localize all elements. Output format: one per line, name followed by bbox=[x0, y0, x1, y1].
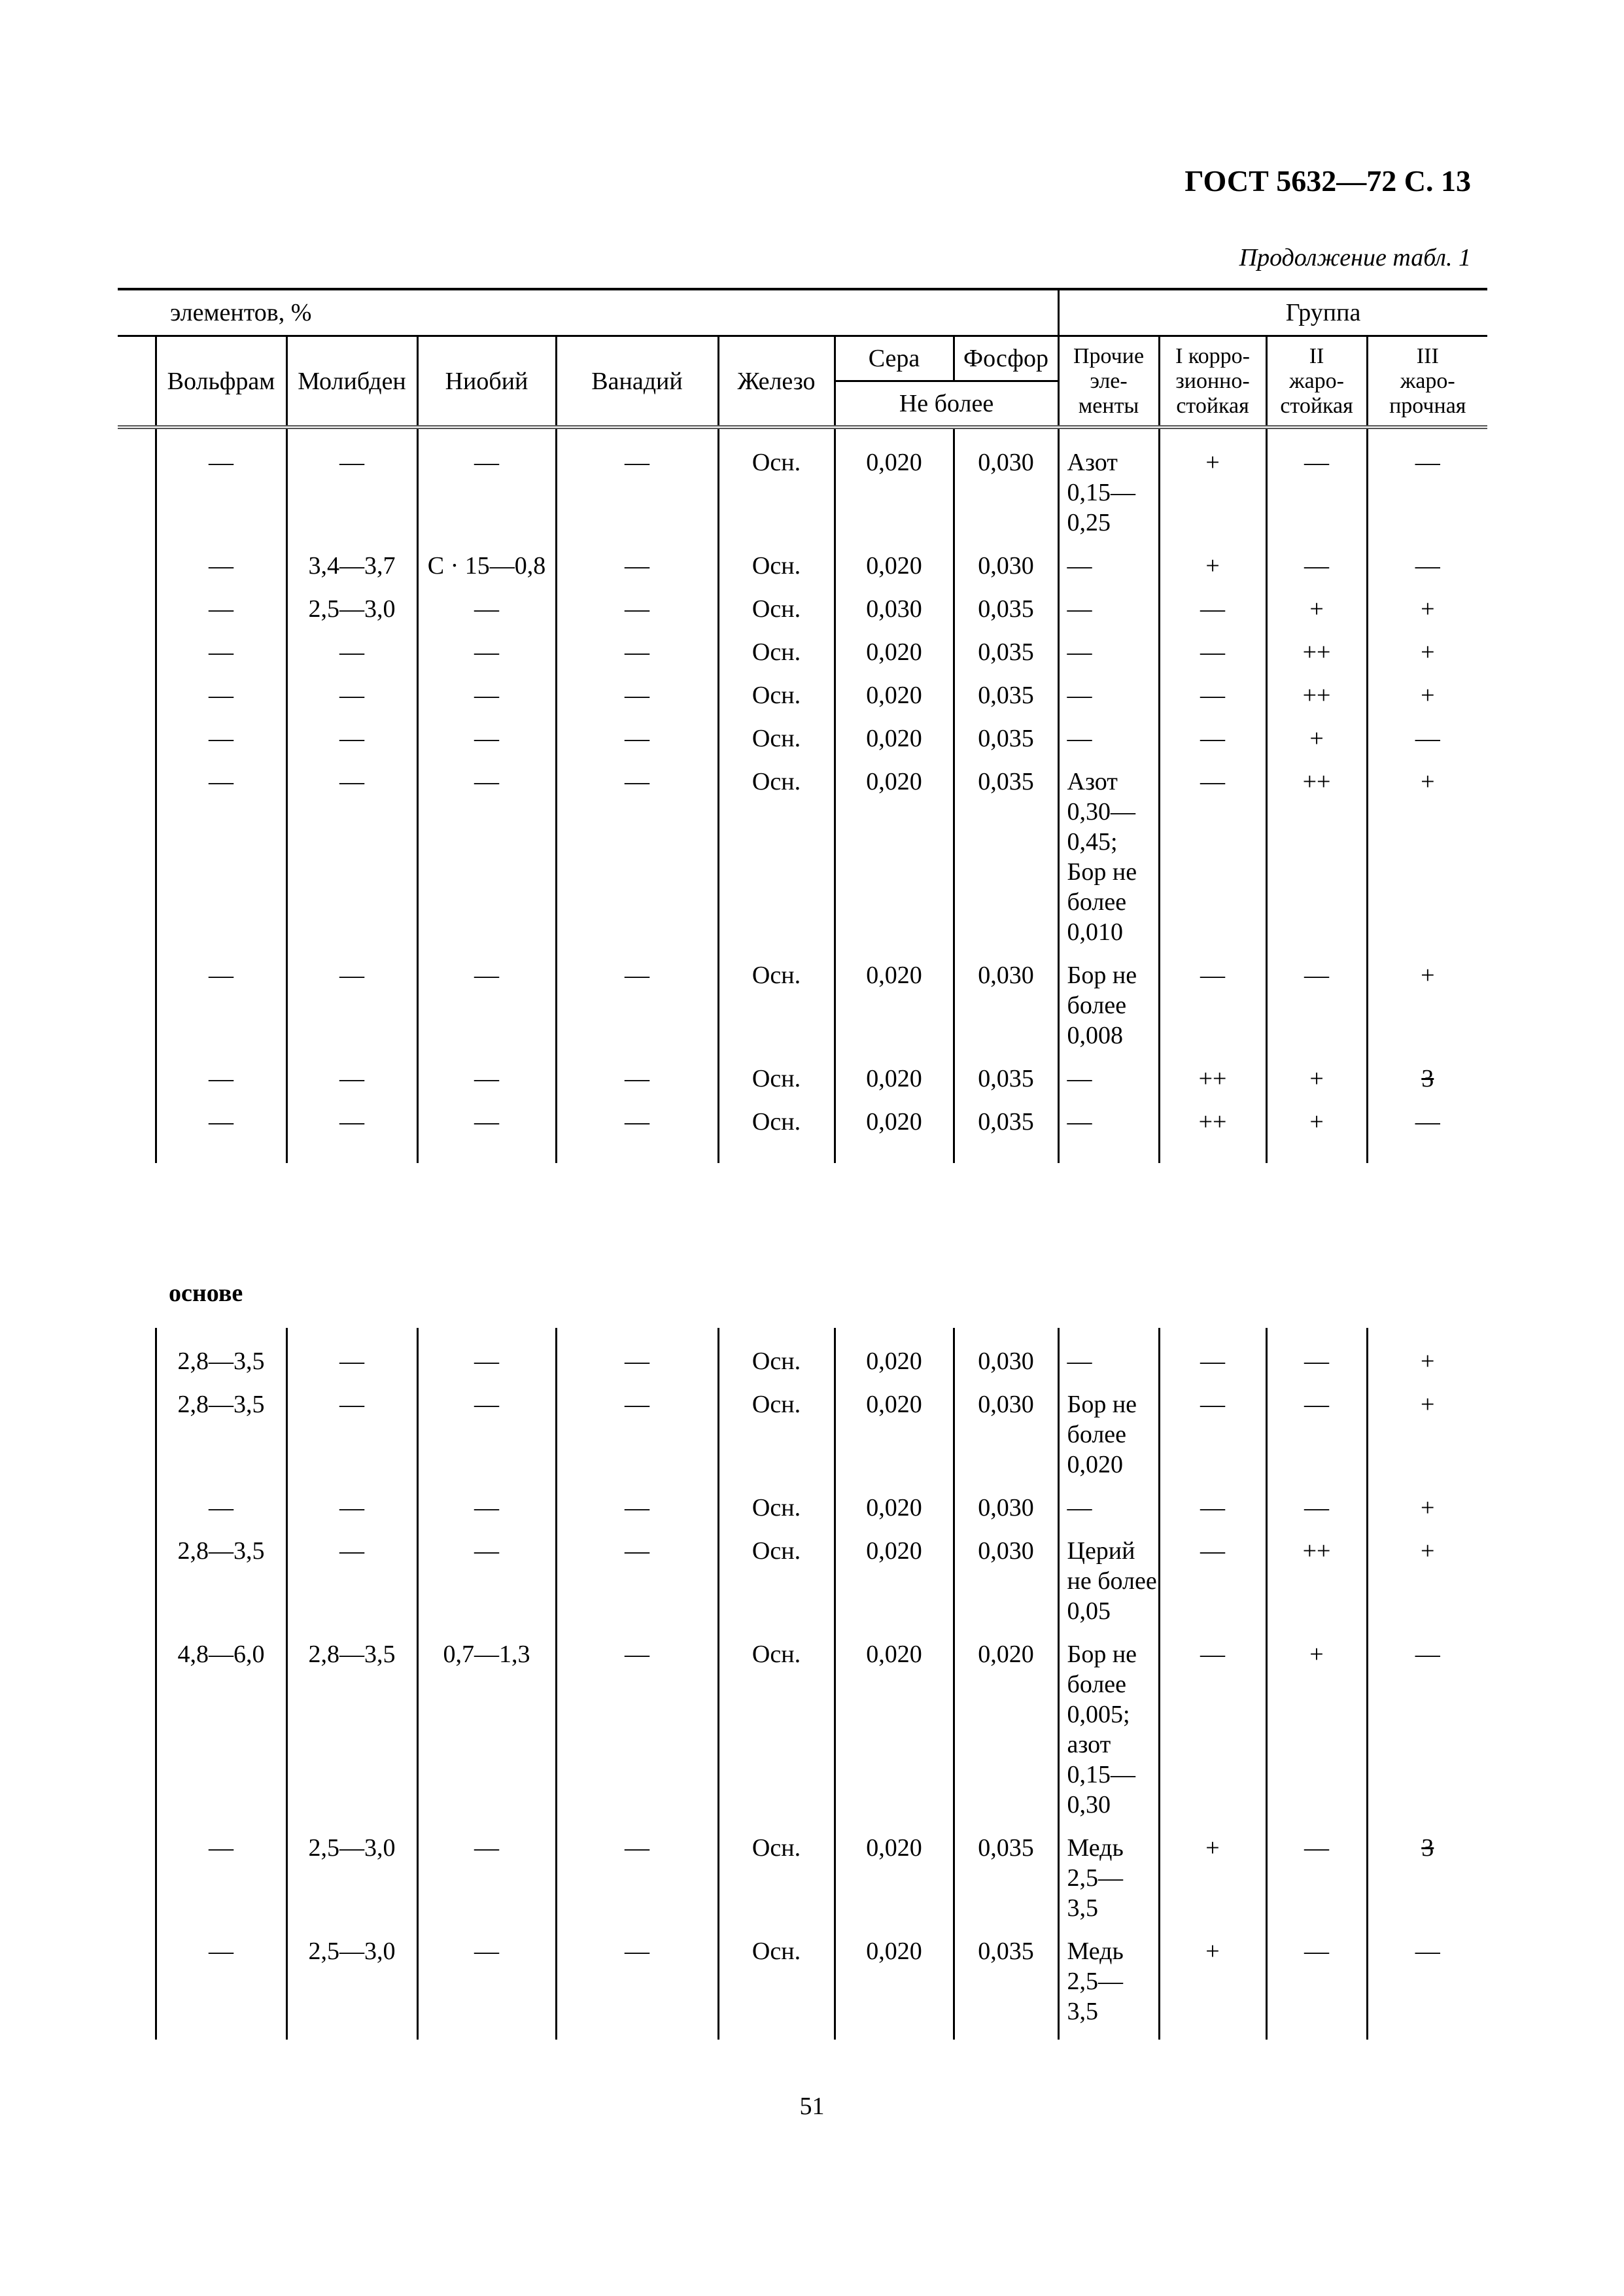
cell-group3: — bbox=[1367, 538, 1487, 581]
cell-group2: — bbox=[1266, 427, 1367, 538]
cell-iron: Осн. bbox=[718, 581, 835, 624]
cell-vanadium: — bbox=[556, 1923, 718, 2026]
cell-group1: — bbox=[1159, 1376, 1266, 1480]
table-row bbox=[118, 710, 1487, 754]
cell-phosphorus: 0,030 bbox=[954, 538, 1058, 581]
document-header: ГОСТ 5632—72 С. 13 bbox=[1184, 164, 1471, 198]
cell-sulfur: 0,020 bbox=[835, 947, 954, 1051]
cell-group1: — bbox=[1159, 754, 1266, 947]
cell-phosphorus: 0,030 bbox=[954, 427, 1058, 538]
col-g3-line1: III bbox=[1416, 343, 1439, 368]
cell-sulfur: 0,020 bbox=[835, 1094, 954, 1137]
table-row bbox=[118, 1376, 1487, 1480]
cell-sulfur: 0,020 bbox=[835, 1376, 954, 1480]
cell-group1: ++ bbox=[1159, 1094, 1266, 1137]
cell-iron: Осн. bbox=[718, 1923, 835, 2026]
cell-other: — bbox=[1058, 1480, 1159, 1523]
cell-molybdenum: 2,8—3,5 bbox=[286, 1626, 417, 1820]
table-row bbox=[118, 427, 1487, 538]
cell-group2: + bbox=[1266, 581, 1367, 624]
cell-vanadium: — bbox=[556, 1523, 718, 1626]
col-other-elements bbox=[1058, 336, 1159, 428]
cell-tungsten: — bbox=[156, 1923, 286, 2026]
cell-iron: Осн. bbox=[718, 624, 835, 667]
cell-molybdenum: — bbox=[286, 427, 417, 538]
cell-phosphorus: 0,030 bbox=[954, 1376, 1058, 1480]
composition-table-1 bbox=[118, 288, 1487, 1163]
cell-vanadium: — bbox=[556, 667, 718, 710]
table-1-body bbox=[118, 427, 1487, 1163]
cell-tungsten: — bbox=[156, 427, 286, 538]
cell-sulfur: 0,020 bbox=[835, 624, 954, 667]
cell-group1: — bbox=[1159, 710, 1266, 754]
table-row bbox=[118, 1626, 1487, 1820]
cell-phosphorus: 0,035 bbox=[954, 754, 1058, 947]
cell-molybdenum: 2,5—3,0 bbox=[286, 1820, 417, 1923]
cell-other: Медь 2,5— 3,5 bbox=[1058, 1923, 1159, 2026]
cell-group3: 3 bbox=[1367, 1820, 1487, 1923]
table-2-body bbox=[118, 1328, 1487, 2040]
cell-group1: + bbox=[1159, 1820, 1266, 1923]
cell-group1: ++ bbox=[1159, 1051, 1266, 1094]
cell-other: — bbox=[1058, 624, 1159, 667]
cell-niobium: С · 15—0,8 bbox=[417, 538, 556, 581]
table-row bbox=[118, 1051, 1487, 1094]
cell-phosphorus: 0,030 bbox=[954, 1480, 1058, 1523]
cell-group3: + bbox=[1367, 947, 1487, 1051]
cell-group1: + bbox=[1159, 538, 1266, 581]
cell-vanadium: — bbox=[556, 947, 718, 1051]
table-row bbox=[118, 1094, 1487, 1137]
cell-group3: + bbox=[1367, 1480, 1487, 1523]
cell-niobium: — bbox=[417, 1376, 556, 1480]
cell-niobium: — bbox=[417, 1094, 556, 1137]
col-other-line3: менты bbox=[1078, 393, 1139, 418]
cell-phosphorus: 0,030 bbox=[954, 947, 1058, 1051]
cell-vanadium: — bbox=[556, 1051, 718, 1094]
cell-niobium: 0,7—1,3 bbox=[417, 1626, 556, 1820]
col-g1-line2: зионно- bbox=[1175, 368, 1250, 393]
table-row bbox=[118, 624, 1487, 667]
cell-other: Медь 2,5— 3,5 bbox=[1058, 1820, 1159, 1923]
cell-molybdenum: — bbox=[286, 754, 417, 947]
col-g3-line2: жаро- bbox=[1400, 368, 1455, 393]
cell-sulfur: 0,020 bbox=[835, 1328, 954, 1376]
cell-group2: — bbox=[1266, 1923, 1367, 2026]
table-row bbox=[118, 1328, 1487, 1376]
col-sulfur: Сера bbox=[835, 336, 954, 381]
cell-niobium: — bbox=[417, 581, 556, 624]
cell-sulfur: 0,020 bbox=[835, 1051, 954, 1094]
cell-group2: + bbox=[1266, 1051, 1367, 1094]
cell-group2: ++ bbox=[1266, 754, 1367, 947]
cell-group1: — bbox=[1159, 667, 1266, 710]
cell-group1: — bbox=[1159, 1626, 1266, 1820]
cell-niobium: — bbox=[417, 624, 556, 667]
cell-group2: — bbox=[1266, 1480, 1367, 1523]
cell-molybdenum: 2,5—3,0 bbox=[286, 581, 417, 624]
cell-group3: + bbox=[1367, 1523, 1487, 1626]
cell-group1: — bbox=[1159, 624, 1266, 667]
col-vanadium: Ванадий bbox=[556, 336, 718, 428]
cell-tungsten: 2,8—3,5 bbox=[156, 1328, 286, 1376]
cell-sulfur: 0,020 bbox=[835, 1523, 954, 1626]
cell-group2: — bbox=[1266, 1376, 1367, 1480]
cell-phosphorus: 0,035 bbox=[954, 624, 1058, 667]
cell-iron: Осн. bbox=[718, 1820, 835, 1923]
cell-phosphorus: 0,035 bbox=[954, 581, 1058, 624]
table-continuation-caption: Продолжение табл. 1 bbox=[1239, 244, 1471, 271]
cell-molybdenum: — bbox=[286, 1051, 417, 1094]
group-header: Группа bbox=[1159, 289, 1487, 336]
cell-tungsten: — bbox=[156, 754, 286, 947]
cell-other: Азот 0,15— 0,25 bbox=[1058, 427, 1159, 538]
cell-tungsten: — bbox=[156, 538, 286, 581]
cell-niobium: — bbox=[417, 427, 556, 538]
cell-tungsten: — bbox=[156, 667, 286, 710]
cell-phosphorus: 0,030 bbox=[954, 1328, 1058, 1376]
cell-niobium: — bbox=[417, 754, 556, 947]
col-group-1 bbox=[1159, 336, 1266, 428]
cell-phosphorus: 0,035 bbox=[954, 1820, 1058, 1923]
cell-molybdenum: 3,4—3,7 bbox=[286, 538, 417, 581]
composition-table-2 bbox=[118, 1328, 1487, 2040]
table-row bbox=[118, 1480, 1487, 1523]
cell-other: Азот 0,30— 0,45; Бор не более 0,010 bbox=[1058, 754, 1159, 947]
col-g2-line3: стойкая bbox=[1280, 393, 1353, 418]
table-row bbox=[118, 1523, 1487, 1626]
cell-phosphorus: 0,035 bbox=[954, 710, 1058, 754]
cell-iron: Осн. bbox=[718, 1051, 835, 1094]
cell-other: — bbox=[1058, 1094, 1159, 1137]
cell-iron: Осн. bbox=[718, 1626, 835, 1820]
cell-vanadium: — bbox=[556, 1480, 718, 1523]
cell-other: — bbox=[1058, 710, 1159, 754]
col-other-line2: эле- bbox=[1090, 368, 1128, 393]
cell-group2: — bbox=[1266, 1328, 1367, 1376]
cell-group1: — bbox=[1159, 581, 1266, 624]
cell-tungsten: — bbox=[156, 581, 286, 624]
cell-group1: — bbox=[1159, 1523, 1266, 1626]
cell-sulfur: 0,020 bbox=[835, 1626, 954, 1820]
cell-tungsten: — bbox=[156, 1051, 286, 1094]
cell-niobium: — bbox=[417, 1328, 556, 1376]
cell-tungsten: — bbox=[156, 1820, 286, 1923]
cell-other: Бор не более 0,020 bbox=[1058, 1376, 1159, 1480]
cell-other: — bbox=[1058, 1051, 1159, 1094]
cell-phosphorus: 0,035 bbox=[954, 667, 1058, 710]
cell-molybdenum: 2,5—3,0 bbox=[286, 1923, 417, 2026]
cell-other: — bbox=[1058, 667, 1159, 710]
table-row bbox=[118, 1820, 1487, 1923]
cell-phosphorus: 0,035 bbox=[954, 1051, 1058, 1094]
cell-iron: Осн. bbox=[718, 427, 835, 538]
cell-sulfur: 0,020 bbox=[835, 667, 954, 710]
cell-other: — bbox=[1058, 581, 1159, 624]
cell-group1: — bbox=[1159, 1328, 1266, 1376]
cell-sulfur: 0,020 bbox=[835, 1820, 954, 1923]
cell-group3: + bbox=[1367, 1328, 1487, 1376]
cell-sulfur: 0,020 bbox=[835, 1480, 954, 1523]
table-row bbox=[118, 947, 1487, 1051]
cell-group3: — bbox=[1367, 1626, 1487, 1820]
cell-vanadium: — bbox=[556, 754, 718, 947]
cell-niobium: — bbox=[417, 1820, 556, 1923]
cell-molybdenum: — bbox=[286, 1328, 417, 1376]
cell-group3: 3 bbox=[1367, 1051, 1487, 1094]
cell-tungsten: — bbox=[156, 1094, 286, 1137]
cell-other: — bbox=[1058, 1328, 1159, 1376]
cell-vanadium: — bbox=[556, 710, 718, 754]
cell-group3: + bbox=[1367, 581, 1487, 624]
col-tungsten: Вольфрам bbox=[156, 336, 286, 428]
cell-tungsten: — bbox=[156, 947, 286, 1051]
cell-iron: Осн. bbox=[718, 1480, 835, 1523]
cell-group1: — bbox=[1159, 1480, 1266, 1523]
cell-group3: + bbox=[1367, 1376, 1487, 1480]
cell-iron: Осн. bbox=[718, 667, 835, 710]
cell-niobium: — bbox=[417, 1051, 556, 1094]
cell-sulfur: 0,020 bbox=[835, 538, 954, 581]
cell-molybdenum: — bbox=[286, 624, 417, 667]
cell-vanadium: — bbox=[556, 581, 718, 624]
cell-iron: Осн. bbox=[718, 1523, 835, 1626]
cell-phosphorus: 0,035 bbox=[954, 1923, 1058, 2026]
cell-sulfur: 0,020 bbox=[835, 710, 954, 754]
cell-sulfur: 0,020 bbox=[835, 754, 954, 947]
cell-vanadium: — bbox=[556, 624, 718, 667]
col-niobium: Ниобий bbox=[417, 336, 556, 428]
cell-niobium: — bbox=[417, 710, 556, 754]
table-row bbox=[118, 538, 1487, 581]
cell-iron: Осн. bbox=[718, 1094, 835, 1137]
cell-vanadium: — bbox=[556, 1626, 718, 1820]
col-g1-line3: стойкая bbox=[1176, 393, 1249, 418]
cell-group2: + bbox=[1266, 1626, 1367, 1820]
cell-niobium: — bbox=[417, 1480, 556, 1523]
cell-group1: — bbox=[1159, 947, 1266, 1051]
cell-sulfur: 0,020 bbox=[835, 427, 954, 538]
table-row bbox=[118, 754, 1487, 947]
cell-phosphorus: 0,030 bbox=[954, 1523, 1058, 1626]
cell-iron: Осн. bbox=[718, 538, 835, 581]
cell-phosphorus: 0,035 bbox=[954, 1094, 1058, 1137]
table-row bbox=[118, 667, 1487, 710]
col-g2-line2: жаро- bbox=[1289, 368, 1344, 393]
cell-group3: — bbox=[1367, 1923, 1487, 2026]
table-row bbox=[118, 1923, 1487, 2026]
col-group-2 bbox=[1266, 336, 1367, 428]
cell-iron: Осн. bbox=[718, 1328, 835, 1376]
section-label: основе bbox=[169, 1279, 243, 1307]
cell-tungsten: — bbox=[156, 1480, 286, 1523]
cell-iron: Осн. bbox=[718, 947, 835, 1051]
col-iron: Железо bbox=[718, 336, 835, 428]
cell-other: Бор не более 0,005; азот 0,15— 0,30 bbox=[1058, 1626, 1159, 1820]
col-not-more: Не более bbox=[835, 381, 1058, 428]
cell-vanadium: — bbox=[556, 427, 718, 538]
cell-molybdenum: — bbox=[286, 710, 417, 754]
cell-molybdenum: — bbox=[286, 1523, 417, 1626]
cell-group2: ++ bbox=[1266, 624, 1367, 667]
cell-vanadium: — bbox=[556, 538, 718, 581]
cell-vanadium: — bbox=[556, 1094, 718, 1137]
cell-iron: Осн. bbox=[718, 754, 835, 947]
col-group-3 bbox=[1367, 336, 1487, 428]
col-phosphorus: Фосфор bbox=[954, 336, 1058, 381]
cell-group3: — bbox=[1367, 1094, 1487, 1137]
cell-group3: + bbox=[1367, 624, 1487, 667]
cell-sulfur: 0,030 bbox=[835, 581, 954, 624]
cell-group3: + bbox=[1367, 754, 1487, 947]
cell-sulfur: 0,020 bbox=[835, 1923, 954, 2026]
cell-group1: + bbox=[1159, 427, 1266, 538]
elements-header: элементов, % bbox=[118, 289, 1058, 336]
cell-group3: — bbox=[1367, 710, 1487, 754]
cell-molybdenum: — bbox=[286, 947, 417, 1051]
cell-other: Бор не более 0,008 bbox=[1058, 947, 1159, 1051]
cell-molybdenum: — bbox=[286, 1094, 417, 1137]
cell-tungsten: — bbox=[156, 624, 286, 667]
cell-tungsten: 2,8—3,5 bbox=[156, 1523, 286, 1626]
page-number: 51 bbox=[799, 2093, 825, 2120]
cell-group2: + bbox=[1266, 1094, 1367, 1137]
cell-niobium: — bbox=[417, 1523, 556, 1626]
cell-niobium: — bbox=[417, 1923, 556, 2026]
cell-tungsten: 2,8—3,5 bbox=[156, 1376, 286, 1480]
cell-group2: — bbox=[1266, 538, 1367, 581]
col-molybdenum: Молибден bbox=[286, 336, 417, 428]
cell-iron: Осн. bbox=[718, 1376, 835, 1480]
cell-group1: + bbox=[1159, 1923, 1266, 2026]
cell-other: Церий не более 0,05 bbox=[1058, 1523, 1159, 1626]
cell-niobium: — bbox=[417, 947, 556, 1051]
col-other-line1: Прочие bbox=[1073, 343, 1145, 368]
table-row bbox=[118, 581, 1487, 624]
col-g2-line1: II bbox=[1309, 343, 1324, 368]
cell-group2: — bbox=[1266, 1820, 1367, 1923]
cell-tungsten: 4,8—6,0 bbox=[156, 1626, 286, 1820]
cell-molybdenum: — bbox=[286, 1376, 417, 1480]
cell-group2: ++ bbox=[1266, 1523, 1367, 1626]
cell-group2: — bbox=[1266, 947, 1367, 1051]
cell-vanadium: — bbox=[556, 1820, 718, 1923]
cell-iron: Осн. bbox=[718, 710, 835, 754]
cell-group3: + bbox=[1367, 667, 1487, 710]
cell-molybdenum: — bbox=[286, 667, 417, 710]
cell-other: — bbox=[1058, 538, 1159, 581]
col-g1-line1: I корро- bbox=[1175, 343, 1250, 368]
col-g3-line3: прочная bbox=[1389, 393, 1466, 418]
cell-niobium: — bbox=[417, 667, 556, 710]
cell-phosphorus: 0,020 bbox=[954, 1626, 1058, 1820]
cell-group3: — bbox=[1367, 427, 1487, 538]
cell-vanadium: — bbox=[556, 1328, 718, 1376]
cell-molybdenum: — bbox=[286, 1480, 417, 1523]
cell-group2: + bbox=[1266, 710, 1367, 754]
cell-group2: ++ bbox=[1266, 667, 1367, 710]
cell-vanadium: — bbox=[556, 1376, 718, 1480]
cell-tungsten: — bbox=[156, 710, 286, 754]
